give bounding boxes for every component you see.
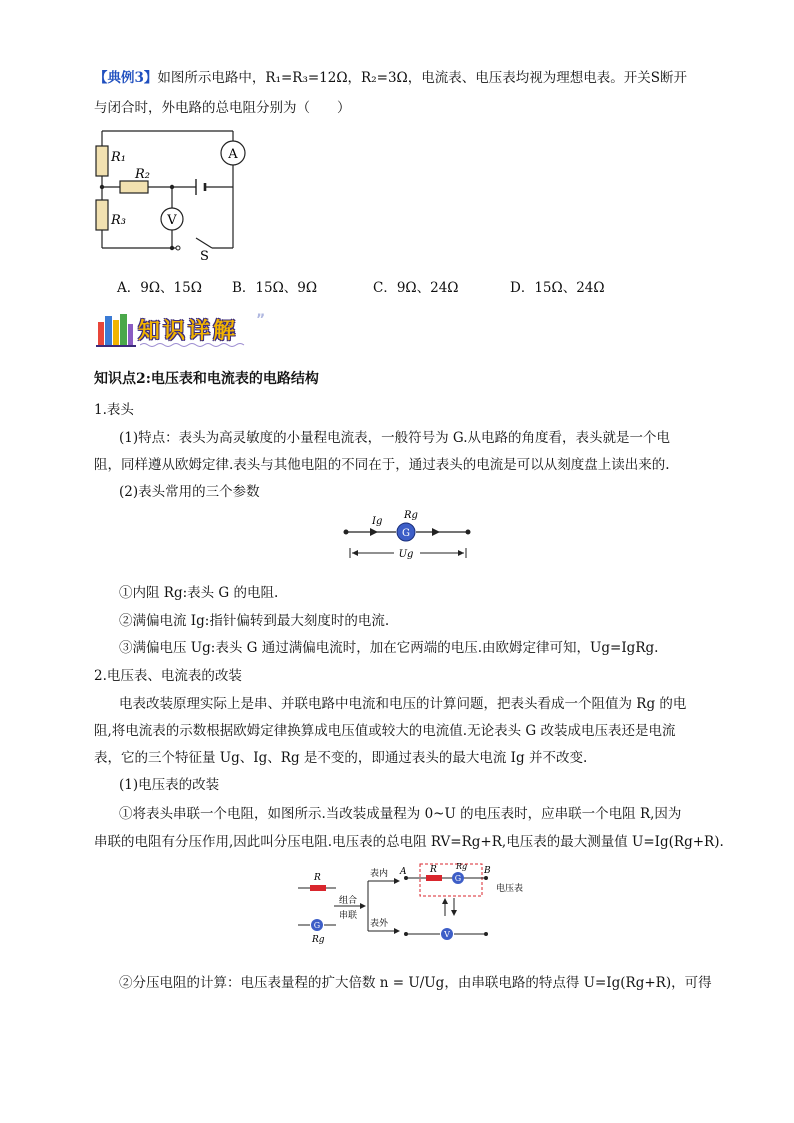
rg-label-inside: Rg [456,862,468,871]
r2-label: R₂ [135,167,150,182]
para-5-line2: 串联的电阻有分压作用,因此叫分压电阻.电压表的总电阻 RV=Rg+R,电压表的最大测量值 U=Ig(Rg+R). [94,834,724,850]
option-d[interactable]: D．15Ω、24Ω [510,280,605,296]
ammeter-label: A [228,147,238,162]
resistor-r-inside [426,875,442,881]
banner-wave [140,342,250,348]
option-a[interactable]: A．9Ω、15Ω [117,280,202,296]
ig-label: Ig [372,516,383,527]
option-c[interactable]: C．9Ω、24Ω [373,280,459,296]
voltmeter-label: V [167,213,177,228]
example-tag: 【典例3】 [94,70,158,86]
ug-label: Ug [398,549,414,560]
para-3-line2: 阻,将电流表的示数根据欧姆定律换算成电压值或较大的电流值.无论表头 G 改装成电压表还是电流 [94,723,676,739]
heading-1: 1.表头 [94,402,134,418]
rg-label: Rg [404,510,418,521]
para-3-line3: 表，它的三个特征量 Ug、Ig、Rg 是不变的，即通过表头的最大电流 Ig 并不改变. [94,750,588,766]
r2-resistor [120,181,148,193]
r3-resistor [96,200,108,230]
v-label-outside: V [444,930,450,939]
rg-label-left: Rg [312,935,325,945]
r1-label: R₁ [111,150,126,165]
item-2: ②满偏电流 Ig:指针偏转到最大刻度时的电流. [119,613,390,629]
heading-2: 2.电压表、电流表的改装 [94,668,242,684]
para-1-line2: 阻，同样遵从欧姆定律.表头与其他电阻的不同在于，通过表头的电流是可以从刻度盘上读出来的. [94,457,670,473]
r3-label: R₃ [111,213,126,228]
option-b[interactable]: B．15Ω、9Ω [232,280,318,296]
para-3-line1: 电表改装原理实际上是串、并联电路中电流和电压的计算问题，把表头看成一个阻值为 Rg 的电 [119,696,687,712]
para-5-line1: ①将表头串联一个电阻，如图所示.当改装成量程为 0~U 的电压表时，应串联一个电阻 R,因为 [119,806,682,822]
circuit-diagram [90,126,250,264]
item-1: ①内阻 Rg:表头 G 的电阻. [119,585,279,601]
banner-title: 知识详解 [138,319,239,344]
inside-label: 表内 [370,869,389,879]
books-icon [96,310,136,348]
example-stem-line1 [94,68,687,88]
switch-label: S [200,249,209,264]
combine-label: 组合 [339,896,358,906]
para-1-line1: (1)特点：表头为高灵敏度的小量程电流表，一般符号为 G.从电路的角度看，表头就是一个电 [119,430,671,446]
a-label: A [400,867,407,877]
resistor-r [310,885,326,891]
voltmeter-conversion-diagram [296,858,566,948]
para-4: (1)电压表的改装 [119,777,220,793]
section-title: 知识点2:电压表和电流表的电路结构 [94,371,319,387]
g-label-inside: G [454,874,462,883]
r1-resistor [96,146,108,176]
r-label: R [314,873,321,883]
series-label: 串联 [339,911,358,921]
b-label: B [484,866,491,876]
outside-label: 表外 [370,919,389,929]
voltmeter-text: 电压表 [496,884,524,894]
quote-mark-icon: ” [256,312,266,328]
knowledge-banner [96,310,276,350]
para-6-text: ②分压电阻的计算：电压表量程的扩大倍数 n = U/Ug，由串联电路的特点得 U=Ig(Rg+R)，可得 [119,975,712,991]
g-label-left: G [313,921,321,930]
example-stem-line2: 与闭合时，外电路的总电阻分别为（ ） [94,100,351,116]
para-6 [119,973,712,993]
example-stem-text: 如图所示电路中，R₁=R₃=12Ω，R₂=3Ω，电流表、电压表均视为理想电表。开关S断开 [157,70,687,86]
item-3: ③满偏电压 Ug:表头 G 通过满偏电流时，加在它两端的电压.由欧姆定律可知，Ug=IgRg. [119,640,659,656]
galvanometer-diagram [342,508,474,566]
g-label: G [402,528,410,539]
para-2: (2)表头常用的三个参数 [119,484,260,500]
r-label-inside: R [430,865,437,875]
